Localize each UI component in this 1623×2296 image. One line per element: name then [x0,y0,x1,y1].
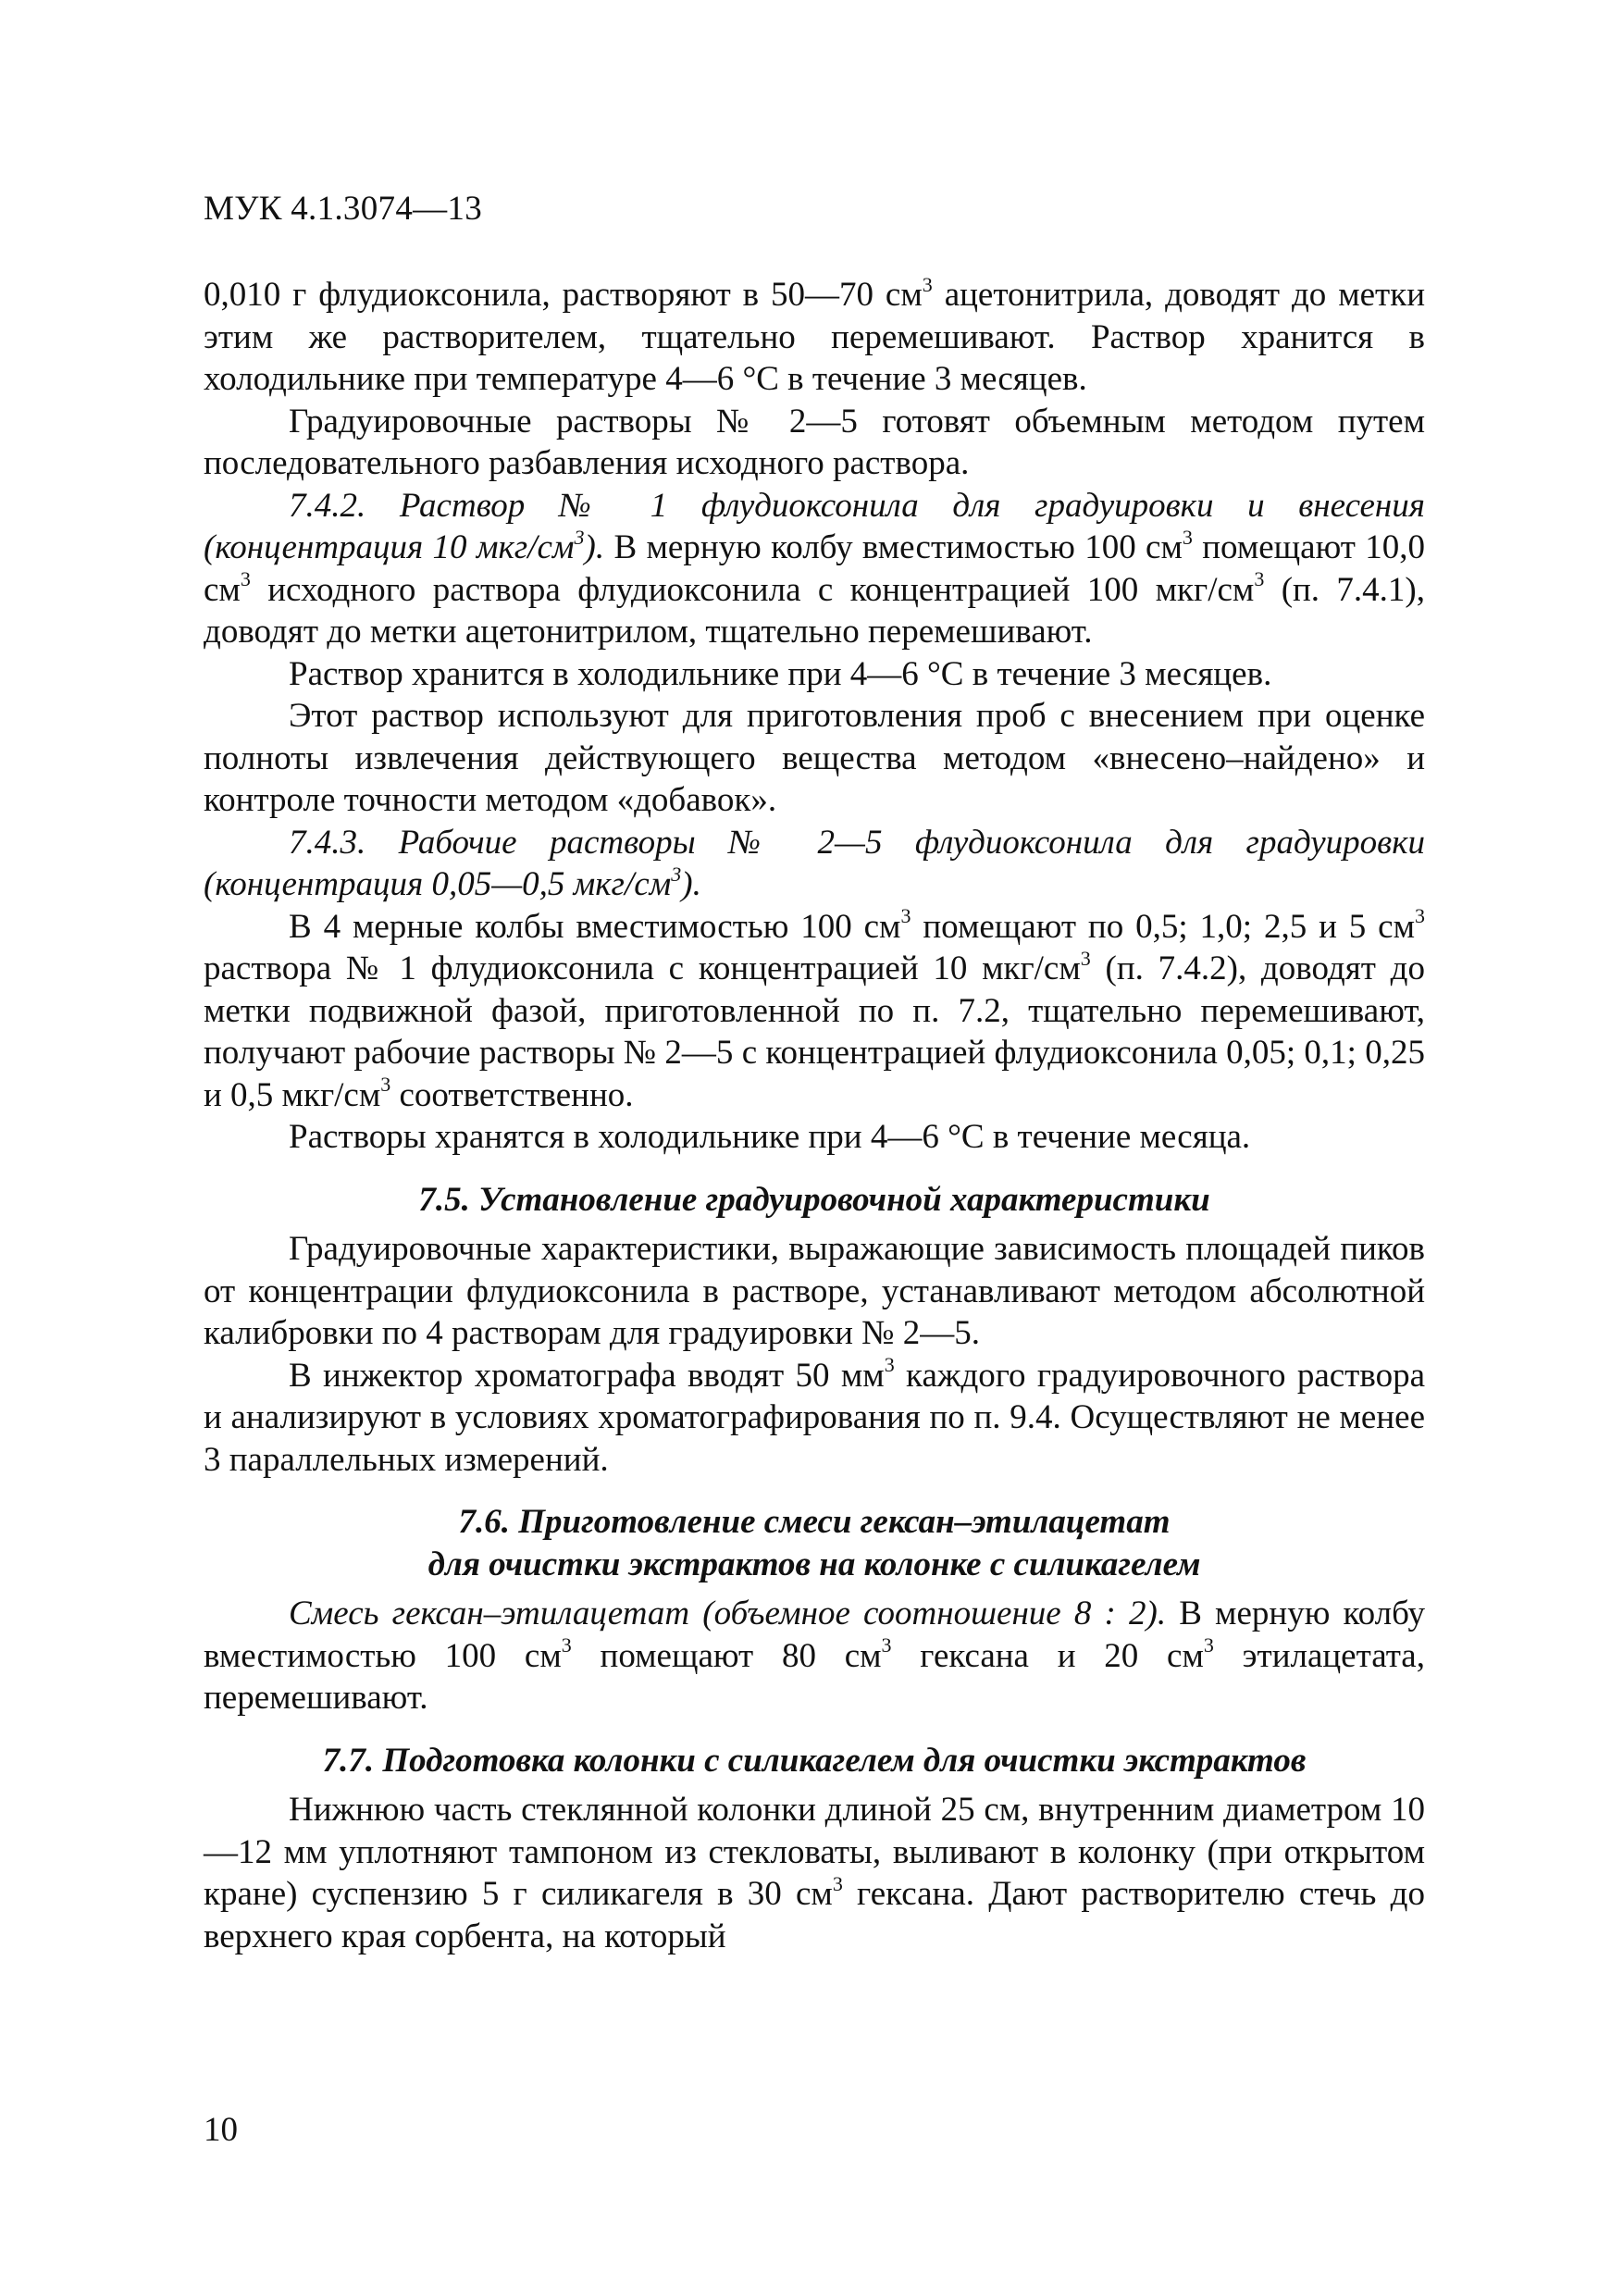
document-code-header: МУК 4.1.3074—13 [204,190,483,228]
paragraph-calibration-prep: Градуировочные растворы № 2—5 готовят объемным методом путем последовательного разбавления исходного раствора. [204,402,1425,482]
paragraph-column-prep: Нижнюю часть стеклянной колонки длиной 25 см, внутренним диаметром 10—12 мм уплотняют тампоном из стекловаты, выливают в колонку (при открытом кране) суспензию 5 г силикагеля в 30 $см^3$ гексана. Дают растворителю стечь до верхнего края сорбента, на который [204,1791,1425,1955]
section-heading-7-5: 7.5. Установление градуировочной характеристики [418,1180,1210,1219]
document-body [204,274,1425,1957]
paragraph-working-solutions: В 4 мерные колбы вместимостью 100 $см^3$ помещают по 0,5; 1,0; 2,5 и 5 $см^3$ раствора № 1 флудиоксонила с концентрацией 10 мкг/$см^3$ (п. 7.4.2), доводят до метки подвижной фазой, приготовленной по п. 7.2, тщательно перемешивают, получают рабочие растворы № 2—5 с концентрацией флудиоксонила 0,05; 0,1; 0,25 и 0,5 мкг/$см^3$ соответственно. [204,904,1426,1114]
paragraph-storage-1: Раствор хранится в холодильнике при 4—6 °C в течение 3 месяцев. [289,654,1272,693]
section-heading-7-6: 7.6. Приготовление смеси гексан–этилацетат для очистки экстрактов на колонке с силикагелем [427,1503,1201,1583]
paragraph-storage-2: Растворы хранятся в холодильнике при 4—6 °C в течение месяца. [289,1118,1251,1156]
section-heading-7-7: 7.7. Подготовка колонки с силикагелем для очистки экстрактов [322,1741,1307,1780]
paragraph-stock-solution-end: 0,010 г флудиоксонила, растворяют в 50—70 $см^3$ ацетонитрила, доводят до метки этим же растворителем, тщательно перемешивают. Раствор хранится в холодильнике при температуре 4—6 °C в течение 3 месяцев. [204,272,1425,398]
paragraph-7-4-2: 7.4.2. Раствор № 1 флудиоксонила для градуировки и внесения (концентрация 10 мкг/$см^3$). В мерную колбу вместимостью 100 $см^3$ помещают 10,0 $см^3$ исходного раствора флудиоксонила с концентрацией 100 мкг/$см^3$ (п. 7.4.1), доводят до метки ацетонитрилом, тщательно перемешивают. [204,486,1425,651]
paragraph-hexane-mix: Смесь гексан–этилацетат (объемное соотношение 8 : 2). В мерную колбу вместимостью 100 $см^3$ помещают 80 $см^3$ гексана и 20 $см^3$ этилацетата, перемешивают. [204,1595,1425,1717]
paragraph-7-4-3-title: 7.4.3. Рабочие растворы № 2—5 флудиоксонила для градуировки (концентрация 0,05—0,5 мкг/$см^3$). [204,823,1425,903]
paragraph-calibration-characteristics: Градуировочные характеристики, выражающие зависимость площадей пиков от концентрации флудиоксонила в растворе, устанавливают методом абсолютной калибровки по 4 растворам для градуировки № 2—5. [204,1230,1425,1352]
page-number: 10 [204,2111,238,2149]
paragraph-usage: Этот раствор используют для приготовления проб с внесением при оценке полноты извлечения действующего вещества методом «внесено–найдено» и контроле точности методом «добавок». [204,697,1425,819]
paragraph-injector: В инжектор хроматографа вводят 50 $мм^3$ каждого градуировочного раствора и анализируют в условиях хроматографирования по п. 9.4. Осуществляют не менее 3 параллельных измерений. [204,1353,1425,1479]
